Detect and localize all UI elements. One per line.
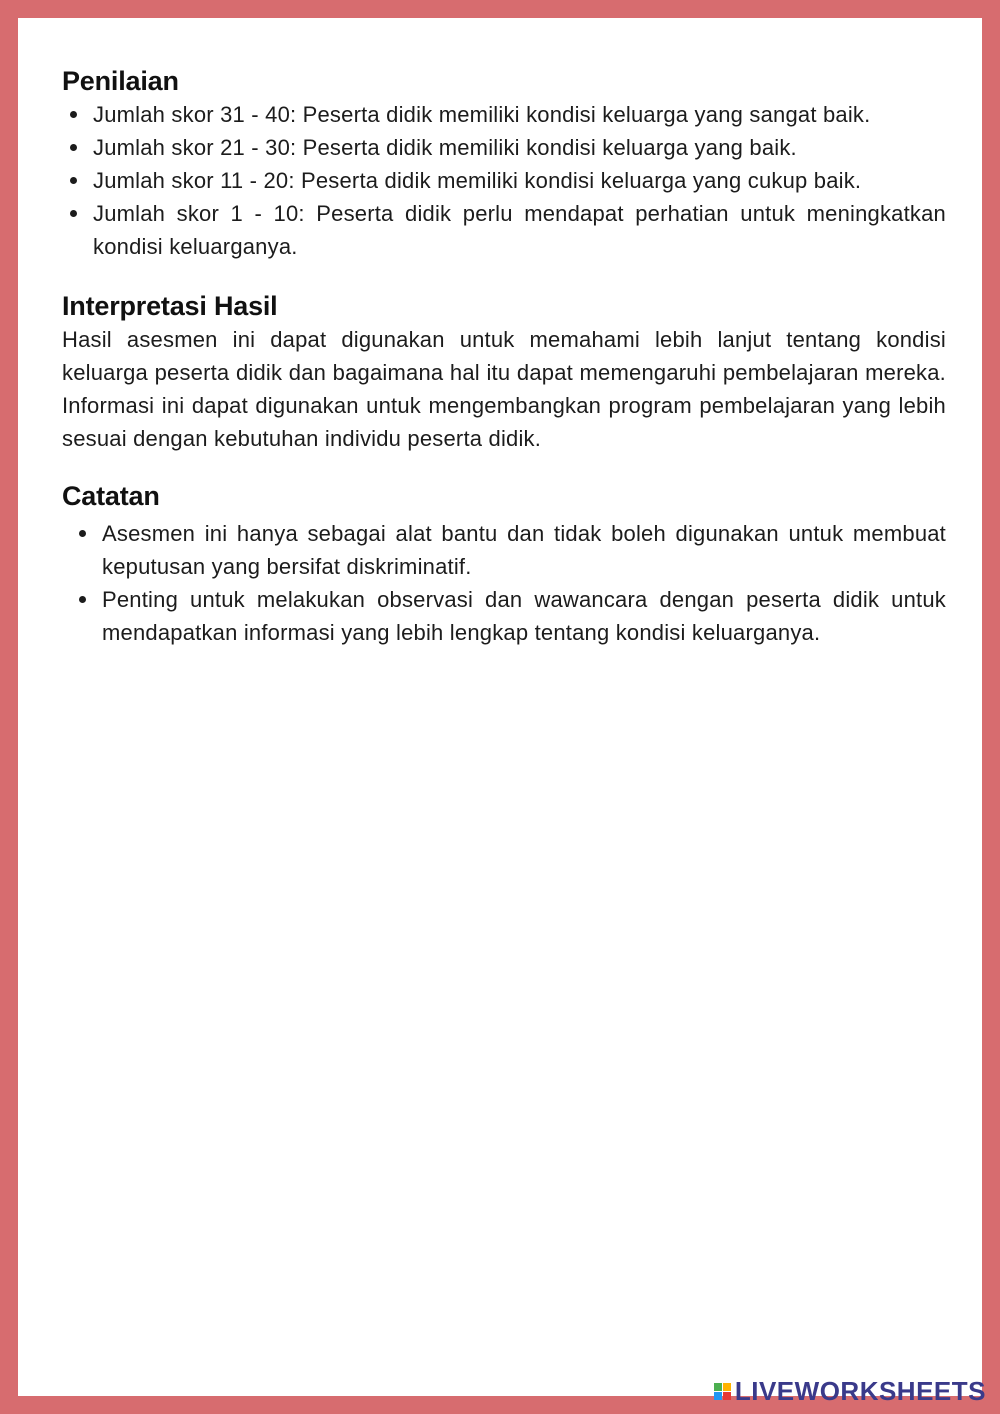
catatan-heading: Catatan	[62, 481, 160, 511]
catatan-list	[62, 517, 946, 649]
interpretasi-heading: Interpretasi Hasil	[62, 291, 278, 321]
penilaian-item: Jumlah skor 1 - 10: Peserta didik perlu mendapat perhatian untuk meningkatkan kondisi keluarganya.	[62, 197, 946, 263]
section-interpretasi	[62, 289, 946, 455]
catatan-item: Asesmen ini hanya sebagai alat bantu dan tidak boleh digunakan untuk membuat keputusan yang bersifat diskriminatif.	[62, 517, 946, 583]
document-content	[62, 64, 946, 649]
liveworksheets-watermark[interactable]	[714, 1376, 986, 1406]
logo-square-icon	[714, 1383, 722, 1391]
section-penilaian	[62, 64, 946, 263]
watermark-text: LIVEWORKSHEETS	[734, 1376, 986, 1406]
logo-square-icon	[723, 1392, 731, 1400]
penilaian-item: Jumlah skor 21 - 30: Peserta didik memiliki kondisi keluarga yang baik.	[62, 131, 946, 164]
logo-square-icon	[714, 1392, 722, 1400]
interpretasi-paragraph: Hasil asesmen ini dapat digunakan untuk memahami lebih lanjut tentang kondisi keluarga peserta didik dan bagaimana hal itu dapat memengaruhi pembelajaran mereka. Informasi ini dapat digunakan untuk mengembangkan program pembelajaran yang lebih sesuai dengan kebutuhan individu peserta didik.	[62, 327, 946, 451]
document-page	[18, 18, 982, 1396]
logo-square-icon	[723, 1383, 731, 1391]
penilaian-item: Jumlah skor 31 - 40: Peserta didik memiliki kondisi keluarga yang sangat baik.	[62, 98, 946, 131]
catatan-item: Penting untuk melakukan observasi dan wawancara dengan peserta didik untuk mendapatkan informasi yang lebih lengkap tentang kondisi keluarganya.	[62, 583, 946, 649]
penilaian-list	[62, 98, 946, 263]
penilaian-heading: Penilaian	[62, 66, 179, 96]
penilaian-item: Jumlah skor 11 - 20: Peserta didik memiliki kondisi keluarga yang cukup baik.	[62, 164, 946, 197]
liveworksheets-logo-icon	[714, 1383, 731, 1400]
section-catatan	[62, 479, 946, 649]
